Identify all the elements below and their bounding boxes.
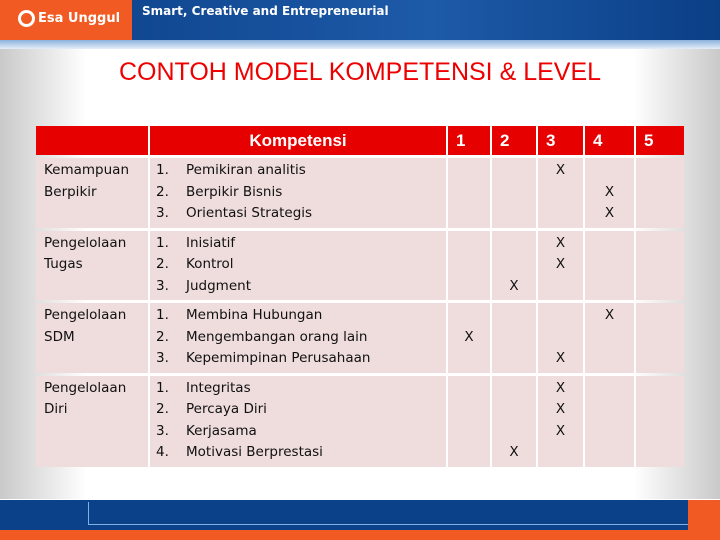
level-empty	[492, 160, 536, 182]
group-cell	[36, 231, 148, 301]
level-empty	[636, 421, 684, 443]
item-number: 3.	[156, 422, 169, 439]
level-empty	[585, 327, 634, 349]
header-divider	[0, 40, 720, 49]
level-mark: X	[509, 277, 519, 294]
competency-item	[156, 305, 446, 327]
table-row	[36, 376, 684, 467]
competency-item	[156, 160, 446, 182]
level-empty	[636, 399, 684, 421]
competency-item	[156, 182, 446, 204]
level-empty	[636, 160, 684, 182]
slide-title: CONTOH MODEL KOMPETENSI & LEVEL	[118, 58, 602, 86]
level-4-cell	[585, 231, 634, 301]
level-empty	[636, 254, 684, 276]
table-header-competency: Kompetensi	[150, 126, 446, 155]
footer-accent	[688, 500, 720, 530]
item-number: 2.	[156, 401, 169, 417]
level-empty	[636, 327, 684, 349]
competency-item	[156, 399, 446, 421]
level-empty	[492, 348, 536, 370]
level-empty	[448, 442, 490, 464]
competency-cell	[150, 158, 446, 228]
item-label: Kepemimpinan Perusahaan	[186, 350, 371, 366]
level-mark: X	[604, 307, 615, 323]
group-name: Pengelolaan Diri	[44, 379, 127, 417]
item-number: 1.	[156, 162, 169, 178]
level-empty	[492, 421, 536, 443]
group-cell	[36, 158, 148, 228]
level-empty	[492, 305, 536, 327]
competency-cell	[150, 376, 446, 467]
item-label: Pemikiran analitis	[186, 162, 306, 178]
level-empty	[448, 421, 490, 443]
level-empty	[448, 203, 490, 225]
item-label: Judgment	[186, 277, 251, 294]
table-header-level: 2	[492, 126, 536, 155]
level-empty	[448, 160, 490, 182]
level-mark: X	[555, 234, 566, 251]
level-1-cell	[448, 376, 490, 467]
level-3-cell	[538, 303, 583, 373]
table-header-blank	[36, 126, 148, 155]
level-2-cell	[492, 376, 536, 467]
level-empty	[538, 305, 583, 327]
level-3-cell	[538, 376, 583, 467]
level-empty	[636, 203, 684, 225]
level-empty	[492, 233, 536, 255]
level-empty	[492, 378, 536, 400]
level-empty	[538, 327, 583, 349]
level-2-cell	[492, 231, 536, 301]
level-empty	[585, 254, 634, 276]
footer-line	[88, 502, 720, 525]
level-5-cell	[636, 158, 684, 228]
item-number: 4.	[156, 444, 169, 460]
level-3-cell	[538, 158, 583, 228]
competency-item	[156, 327, 446, 349]
level-2-cell	[492, 303, 536, 373]
item-label: Kontrol	[186, 256, 234, 272]
level-empty	[585, 399, 634, 421]
level-empty	[492, 254, 536, 276]
table-header-level: 3	[538, 126, 583, 155]
level-4-cell	[585, 376, 634, 467]
group-name: Kemampuan Berpikir	[44, 162, 130, 200]
table-row	[36, 303, 684, 373]
level-empty	[585, 348, 634, 370]
brand-name: Esa Unggul	[38, 11, 121, 26]
tagline: Smart, Creative and Entrepreneurial	[142, 4, 389, 18]
item-number: 2.	[156, 256, 169, 272]
level-mark: X	[555, 256, 566, 272]
level-empty	[636, 233, 684, 255]
logo-icon	[18, 10, 35, 27]
level-empty	[636, 348, 684, 370]
level-mark: X	[555, 422, 566, 439]
group-name: Pengelolaan Tugas	[44, 234, 127, 272]
level-4-cell	[585, 303, 634, 373]
item-label: Inisiatif	[186, 234, 236, 251]
competency-item	[156, 348, 446, 370]
level-empty	[448, 276, 490, 298]
level-empty	[492, 327, 536, 349]
level-mark: X	[555, 379, 566, 396]
table-header-level: 4	[585, 126, 634, 155]
level-empty	[492, 182, 536, 204]
item-label: Membina Hubungan	[186, 307, 323, 323]
competency-item	[156, 203, 446, 225]
level-empty	[448, 233, 490, 255]
competency-cell	[150, 231, 446, 301]
competency-item	[156, 442, 446, 464]
header-bar	[0, 0, 720, 40]
level-mark: X	[555, 162, 566, 178]
item-number: 1.	[156, 379, 169, 396]
item-number: 3.	[156, 277, 169, 294]
level-empty	[448, 305, 490, 327]
level-empty	[636, 276, 684, 298]
level-mark: X	[604, 183, 615, 200]
item-number: 1.	[156, 234, 169, 251]
level-empty	[448, 254, 490, 276]
level-empty	[492, 203, 536, 225]
level-empty	[585, 378, 634, 400]
competency-item	[156, 421, 446, 443]
level-empty	[538, 182, 583, 204]
level-2-cell	[492, 158, 536, 228]
footer-stripe	[0, 530, 720, 540]
group-cell	[36, 303, 148, 373]
level-mark: X	[464, 328, 474, 345]
level-1-cell	[448, 231, 490, 301]
level-empty	[636, 182, 684, 204]
competency-item	[156, 276, 446, 298]
level-empty	[538, 442, 583, 464]
level-empty	[492, 399, 536, 421]
level-5-cell	[636, 376, 684, 467]
table-row	[36, 231, 684, 301]
level-empty	[585, 233, 634, 255]
level-1-cell	[448, 158, 490, 228]
item-label: Motivasi Berprestasi	[186, 444, 323, 460]
competency-item	[156, 233, 446, 255]
level-empty	[585, 421, 634, 443]
group-cell	[36, 376, 148, 467]
level-4-cell	[585, 158, 634, 228]
item-label: Mengembangan orang lain	[186, 328, 368, 345]
level-5-cell	[636, 231, 684, 301]
item-label: Kerjasama	[186, 422, 257, 439]
level-empty	[448, 348, 490, 370]
level-empty	[448, 378, 490, 400]
competency-cell	[150, 303, 446, 373]
level-empty	[448, 182, 490, 204]
competency-item	[156, 254, 446, 276]
item-number: 3.	[156, 205, 169, 221]
table-row	[36, 158, 684, 228]
level-empty	[538, 276, 583, 298]
level-mark: X	[555, 401, 566, 417]
level-mark: X	[604, 205, 615, 221]
level-1-cell	[448, 303, 490, 373]
table-header-level: 1	[448, 126, 490, 155]
competency-item	[156, 378, 446, 400]
level-5-cell	[636, 303, 684, 373]
table-header-level: 5	[636, 126, 684, 155]
item-number: 2.	[156, 328, 169, 345]
brand-logo	[0, 0, 132, 40]
item-label: Berpikir Bisnis	[186, 183, 283, 200]
item-label: Percaya Diri	[186, 401, 267, 417]
level-empty	[636, 305, 684, 327]
level-empty	[585, 442, 634, 464]
item-label: Integritas	[186, 379, 251, 396]
item-number: 2.	[156, 183, 169, 200]
level-empty	[585, 276, 634, 298]
item-number: 1.	[156, 307, 169, 323]
level-mark: X	[509, 444, 519, 460]
item-label: Orientasi Strategis	[186, 205, 313, 221]
level-empty	[448, 399, 490, 421]
item-number: 3.	[156, 350, 169, 366]
level-empty	[538, 203, 583, 225]
level-empty	[585, 160, 634, 182]
level-empty	[636, 442, 684, 464]
level-mark: X	[555, 350, 566, 366]
level-3-cell	[538, 231, 583, 301]
level-empty	[636, 378, 684, 400]
group-name: Pengelolaan SDM	[44, 307, 127, 345]
